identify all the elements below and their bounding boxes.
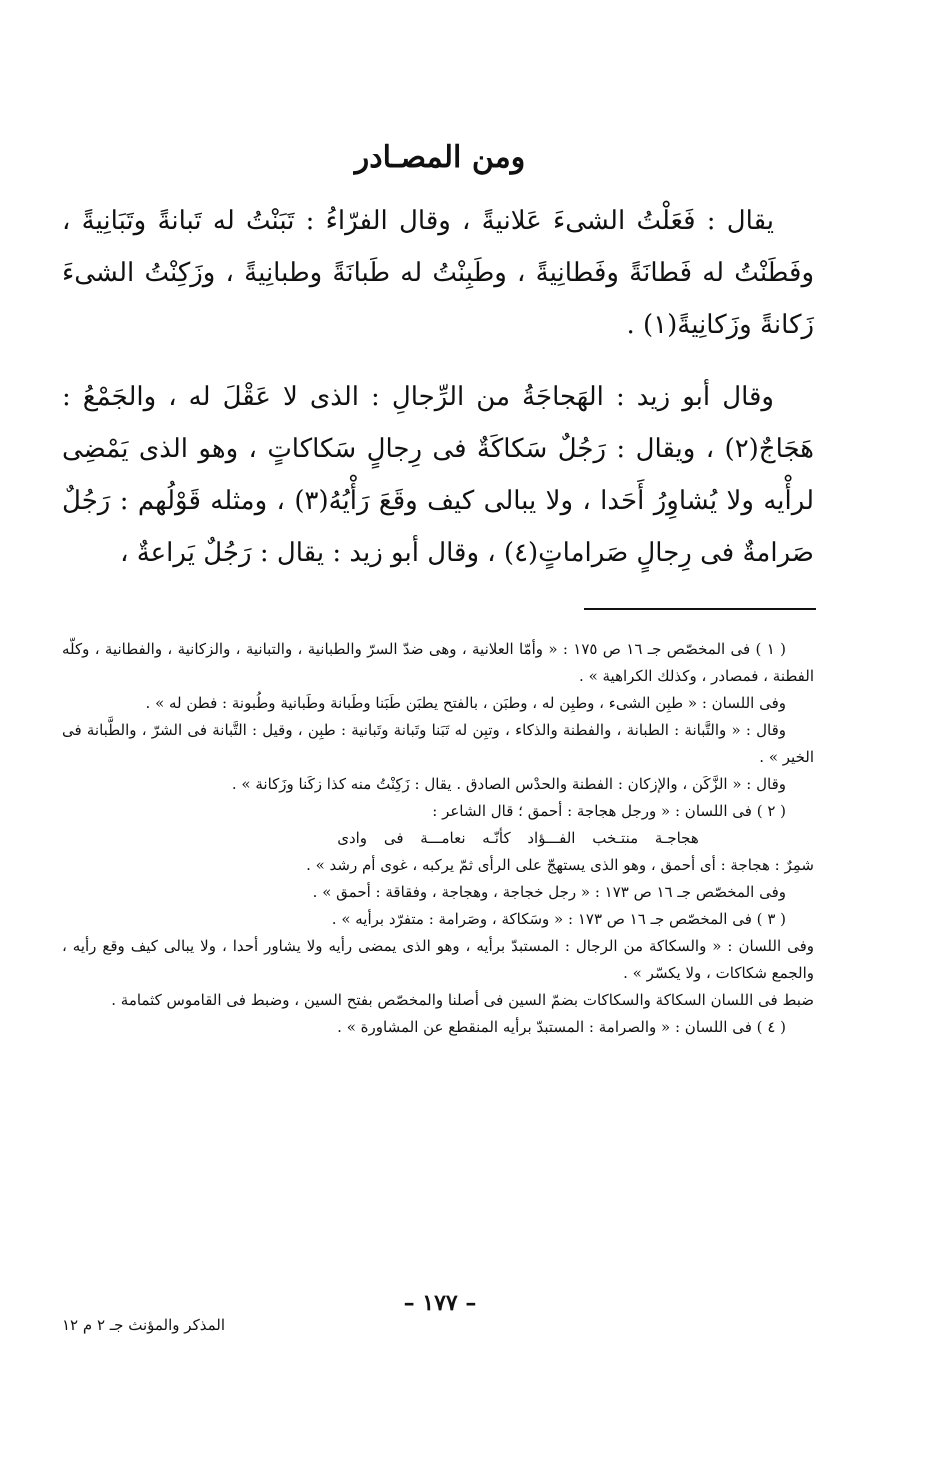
page-number: – ١٧٧ – — [403, 1290, 477, 1316]
footnote-3-dabt: ضبط فى اللسان السكاكة والسكاكات بضمّ السين فى أصلنا والمخصّص بفتح السين ، وضبط فى القاموس كثمامة . — [111, 991, 814, 1009]
footnote-2-verse: هجاجـة منتـخب الفـــؤاد كأنّـه نعامـــة فى وادى — [337, 829, 699, 847]
signature-mark: المذكر والمؤنث جـ ٢ م ١٢ — [62, 1316, 225, 1334]
footnote-3-lisan: وفى اللسان : « والسكاكة من الرجال : المستبدّ برأيه ، وهو الذى يمضى رأيه ولا يشاور أحدا ، ولا يبالى كيف وقع رأيه ، والجمع شكاكات ، ولا يكسّر » . — [62, 937, 814, 982]
footnote-2-mukhassas: وفى المخصّص جـ ١٦ ص ١٧٣ : « رجل خجاجة ، وهجاجة ، وفقاقة : أحمق » . — [312, 883, 786, 901]
footnote-1-tabana: وقال : « والتَّبانة : الطبانة ، والفطنة والذكاء ، وتبِن له تَبَنا وتَبانة وتَبانية : طبِن ، وقيل : التَّبانة فى الشرّ ، والطَّبانة فى الخير » . — [62, 721, 814, 766]
main-paragraph-1: يقال : فَعَلْتُ الشىءَ عَلانيةً ، وقال الفرّاءُ : تَبَنْتُ له تَبانةً وتَبَانِيةً ، وفَطَنْتُ له فَطانَةً وفَطانِيةً ، وطَبِنْتُ له طَبانَةً وطبانِيةً ، وزَكِنْتُ الشىءَ زَكانةً وزَكانِيةً(١) . — [62, 206, 814, 340]
section-heading: ومن المصـادر — [354, 140, 526, 175]
main-paragraph-2: وقال أبو زيد : الهَجاجَةُ من الرِّجالِ : الذى لا عَقْلَ له ، والجَمْعُ : هَجَاجٌ(٢) ، ويقال : رَجُلٌ سَكاكَةٌ فى رِجالٍ سَكاكاتٍ ، وهو الذى يَمْضِى لرأْيه ولا يُشاوِرُ أَحَدا ، ولا يبالى كيف وقَعَ رَأْيُهُ(٣) ، ومثله قَوْلُهم : رَجُلٌ صَرامةٌ فى رِجالٍ صَراماتٍ(٤) ، وقال أبو زيد : يقال : رَجُلٌ يَراعةٌ ، — [62, 382, 814, 568]
main-text — [62, 195, 814, 579]
footnote-3: ( ٣ ) فى المخصّص جـ ١٦ ص ١٧٣ : « وسَكاكة ، وصَرامة : متفرّد برأيه » . — [331, 910, 786, 928]
footnote-2: ( ٢ ) فى اللسان : « ورجل هجاجة : أحمق ؛ قال الشاعر : — [432, 802, 786, 820]
footnote-1-lisan: وفى اللسان : « طبِن الشىء ، وطبِن له ، وطبَن ، بالفتح يطبَن طَبَنا وطَبانة وطَبانية وطُبونة : فطن له » . — [145, 694, 786, 712]
footnote-1: ( ١ ) فى المخصّص جـ ١٦ ص ١٧٥ : « وأمّا العلانية ، وهى ضدّ السرّ والطبانية ، والتبانية ، والزكانية ، والفطانية ، وكلّه الفطنة ، فمصادر ، وكذلك الكراهية » . — [62, 640, 814, 685]
footnote-4: ( ٤ ) فى اللسان : « والصرامة : المستبدّ برأيه المنقطع عن المشاورة » . — [337, 1018, 786, 1036]
footnote-separator — [584, 608, 816, 610]
footnote-2-shimr: شمِرٌ : هجاجة : أى أحمق ، وهو الذى يستهجّ على الرأى ثمّ يركبه ، غوى أم رشد » . — [306, 856, 814, 874]
footnotes — [62, 636, 814, 1041]
footnote-1-zakan: وقال : « الزَّكَن ، والإزكان : الفطنة والحدْس الصادق . يقال : زَكِنْتُ منه كذا زكَنا وزَكانة » . — [231, 775, 786, 793]
